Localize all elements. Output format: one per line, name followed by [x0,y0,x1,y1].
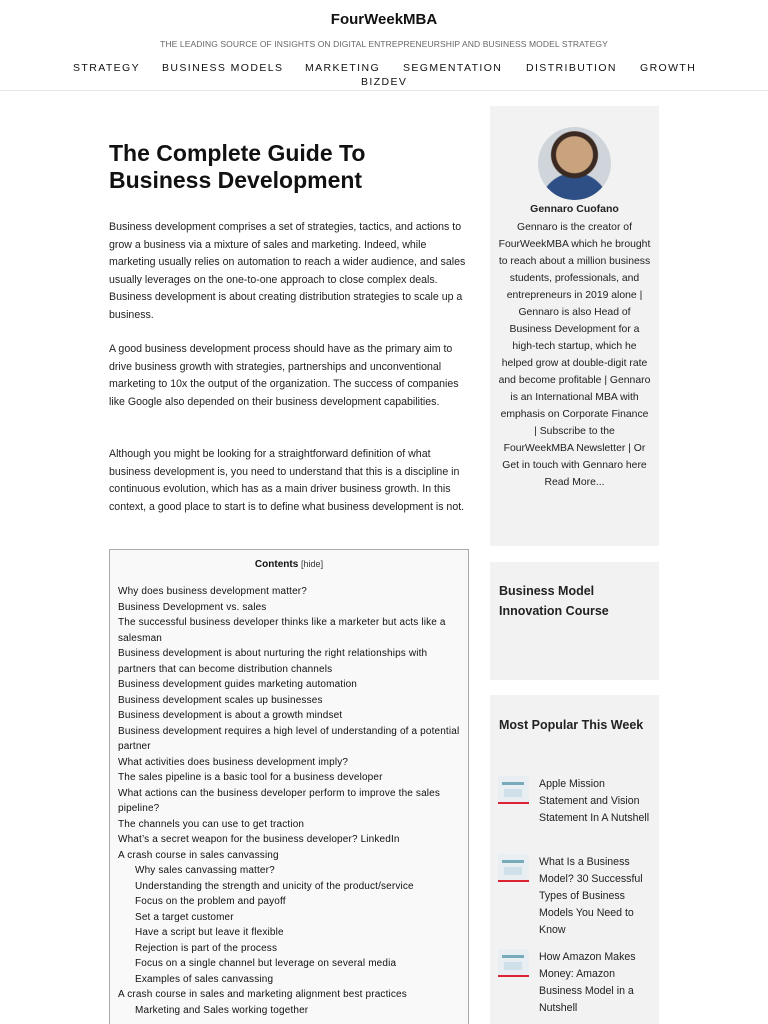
toc-item[interactable]: What activities does business development imply? [118,756,349,768]
article-thumbnail[interactable] [498,949,529,977]
toc-hide-toggle[interactable]: [hide] [301,559,324,569]
table-of-contents [109,549,469,1024]
article-thumbnail[interactable] [498,854,529,882]
toc-item[interactable]: Have a script but leave it flexible [135,927,284,938]
popular-title: Most Popular This Week [499,718,644,732]
toc-item[interactable]: The sales pipeline is a basic tool for a business developer [118,772,383,783]
toc-item[interactable]: Focus on the problem and payoff [135,896,286,907]
toc-item[interactable]: Marketing and Sales working together [135,1004,309,1016]
article-title: The Complete Guide To Business Development [109,140,366,193]
article-paragraph: Business development comprises a set of strategies, tactics, and actions to grow a business via a mixture of sales and marketing. Indeed, while marketing usually relies on automation to reach a wider audience, and sales usually leverages on the one-to-one approach to close complex deals. Business development is about creating distribution strategies to scale up a business. [109,221,466,321]
nav-item-distribution[interactable]: DISTRIBUTION [526,62,617,74]
nav-item-business-models[interactable]: BUSINESS MODELS [162,62,284,74]
toc-item[interactable]: Examples of sales canvassing [135,973,274,985]
toc-item[interactable]: A crash course in sales and marketing alignment best practices [118,989,407,1000]
article [109,140,469,513]
article-thumbnail[interactable] [498,776,529,804]
toc-item[interactable]: Set a target customer [135,911,234,923]
nav-item-bizdev[interactable]: BIZDEV [361,76,408,88]
toc-item[interactable]: Rejection is part of the process [135,942,278,954]
toc-item[interactable]: A crash course in sales canvassing [118,849,279,861]
toc-item[interactable]: Business Development vs. sales [118,601,267,613]
nav-item-strategy[interactable]: STRATEGY [73,62,141,74]
author-avatar [538,127,611,200]
site-header [0,0,768,91]
article-paragraph: A good business development process should have as the primary aim to drive business growth with strategies, partnerships and unconventional marketing to 10x the output of the organization. The success of companies like Google also depended on their business development capabilities. [109,343,459,408]
toc-item[interactable]: Business development is about a growth mindset [118,710,343,721]
toc-item[interactable]: Business development scales up businesses [118,694,323,706]
toc-item[interactable]: Business development is about nurturing the right relationships with partners that can become distribution channels [118,648,428,675]
toc-item[interactable]: Understanding the strength and unicity of the product/service [135,880,414,892]
nav-item-segmentation[interactable]: SEGMENTATION [403,62,503,74]
toc-item[interactable]: Why does business development matter? [118,586,307,597]
toc-title: Contents [254,559,299,570]
popular-widget [490,695,659,1024]
course-widget [490,562,659,680]
site-tagline: THE LEADING SOURCE OF INSIGHTS ON DIGITAL ENTREPRENEURSHIP AND BUSINESS MODEL STRATEGY [160,39,608,49]
toc-item[interactable]: The successful business developer thinks like a marketer but acts like a salesman [118,617,446,644]
author-widget [490,106,659,546]
nav-item-marketing[interactable]: MARKETING [305,62,381,74]
article-paragraph: Although you might be looking for a straightforward definition of what business development is, you need to understand that this is a discipline in continuous evolution, which has as a main driver business growth. In this context, a good place to start is to define what business development is not. [109,448,465,513]
toc-item[interactable]: Focus on a single channel but leverage on several media [135,958,397,969]
author-bio: Gennaro is the creator of FourWeekMBA which he brought to reach about a million business students, professionals, and entrepreneurs in 2019 alone | Gennaro is also Head of Business Development for a high-tech startup, which he helped grow at double-digit rate and become profitable | Gennaro is an International MBA with emphasis on Corporate Finance | Subscribe to the FourWeekMBA Newsletter | Or Get in touch with Gennaro here Read More... [498,222,651,488]
course-title-link[interactable]: Business Model Innovation Course [499,584,609,618]
nav-item-growth[interactable]: GROWTH [640,62,697,74]
toc-item[interactable]: Why sales canvassing matter? [135,865,275,876]
author-name: Gennaro Cuofano [530,203,619,215]
toc-item[interactable]: Business development requires a high level of understanding of a potential partner [118,725,460,752]
popular-item-title[interactable]: How Amazon Makes Money: Amazon Business Model in a Nutshell [539,951,636,1014]
toc-item[interactable]: What’s a secret weapon for the business developer? LinkedIn [118,834,400,845]
popular-item-title[interactable]: Apple Mission Statement and Vision Statement In A Nutshell [539,778,650,824]
toc-item[interactable]: Business development guides marketing automation [118,679,358,690]
site-title[interactable]: FourWeekMBA [330,11,438,28]
toc-item[interactable]: What actions can the business developer perform to improve the sales pipeline? [118,787,441,814]
toc-list [118,584,463,1018]
toc-item[interactable]: The channels you can use to get traction [118,818,305,830]
popular-item-title[interactable]: What Is a Business Model? 30 Successful Types of Business Models You Need to Know [539,856,643,936]
toc-heading [110,559,468,570]
